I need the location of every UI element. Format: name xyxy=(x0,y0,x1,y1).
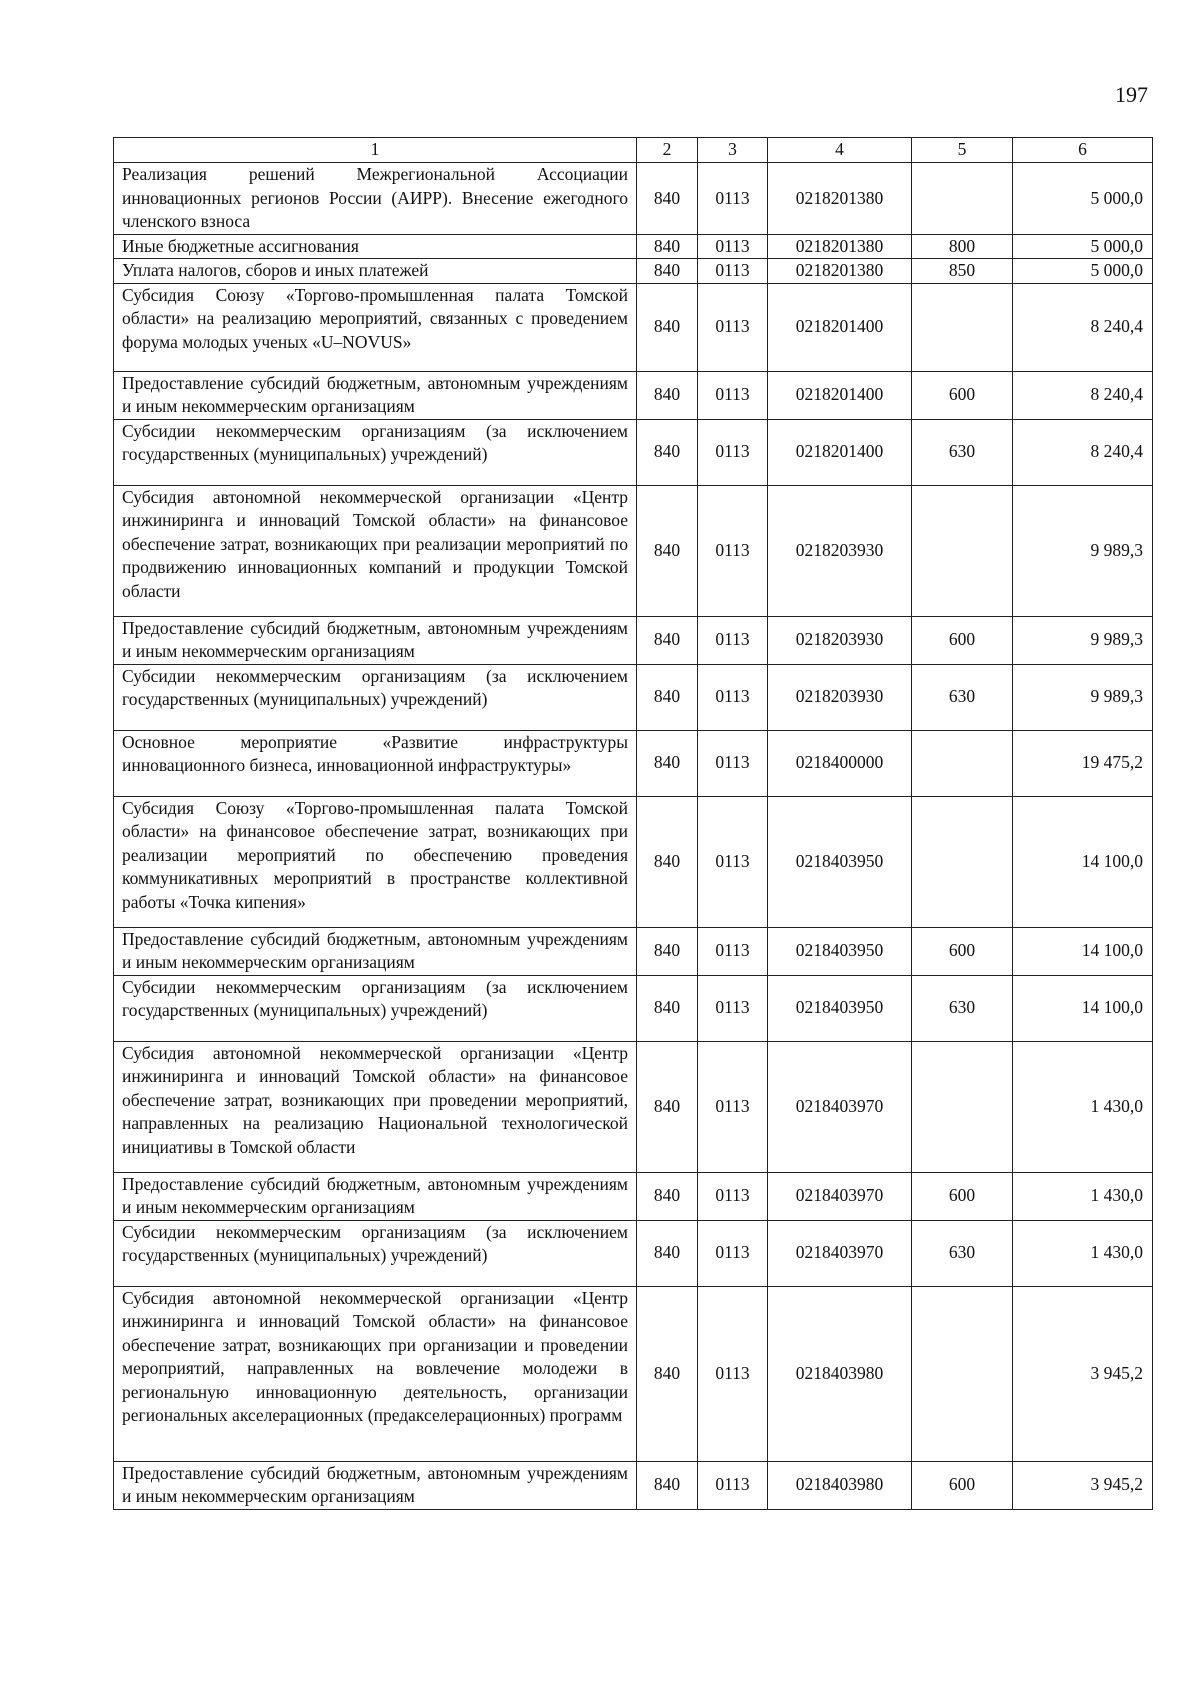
header-col-5: 5 xyxy=(912,138,1013,163)
row-grbs: 840 xyxy=(637,796,698,927)
row-target-article: 0218403980 xyxy=(768,1286,912,1461)
table-row xyxy=(114,616,1153,664)
row-expense-type xyxy=(912,1286,1013,1461)
row-grbs: 840 xyxy=(637,975,698,1041)
page-number: 197 xyxy=(1115,82,1148,107)
row-target-article: 0218201380 xyxy=(768,259,912,284)
table-row xyxy=(114,1041,1153,1172)
row-amount: 9 989,3 xyxy=(1013,485,1153,616)
header-col-4: 4 xyxy=(768,138,912,163)
row-grbs: 840 xyxy=(637,234,698,259)
budget-table xyxy=(113,137,1153,1510)
row-grbs: 840 xyxy=(637,283,698,371)
table-row xyxy=(114,796,1153,927)
row-amount: 19 475,2 xyxy=(1013,730,1153,796)
row-expense-type xyxy=(912,730,1013,796)
row-expense-type xyxy=(912,283,1013,371)
header-col-1: 1 xyxy=(114,138,637,163)
row-amount: 9 989,3 xyxy=(1013,616,1153,664)
row-target-article: 0218403950 xyxy=(768,796,912,927)
row-target-article: 0218403950 xyxy=(768,927,912,975)
row-grbs: 840 xyxy=(637,485,698,616)
row-grbs: 840 xyxy=(637,259,698,284)
row-amount: 1 430,0 xyxy=(1013,1041,1153,1172)
row-expense-type: 800 xyxy=(912,234,1013,259)
row-grbs: 840 xyxy=(637,1286,698,1461)
row-name: Предоставление субсидий бюджетным, автономным учреждениям и иным некоммерческим организациям xyxy=(114,1461,637,1509)
row-name: Субсидия Союзу «Торгово-промышленная палата Томской области» на финансовое обеспечение затрат, возникающих при реализации мероприятий по обеспечению проведения коммуникативных мероприятий в пространстве коллективной работы «Точка кипения» xyxy=(114,796,637,927)
row-expense-type xyxy=(912,1041,1013,1172)
row-name: Субсидия автономной некоммерческой организации «Центр инжиниринга и инноваций Томской области» на финансовое обеспечение затрат, возникающих при организации и проведении мероприятий, направленных на вовлечение молодежи в региональную инновационную деятельность, организации региональных акселерационных (предакселерационных) программ xyxy=(114,1286,637,1461)
row-target-article: 0218403970 xyxy=(768,1041,912,1172)
table-row xyxy=(114,259,1153,284)
row-grbs: 840 xyxy=(637,419,698,485)
table-row xyxy=(114,927,1153,975)
row-section: 0113 xyxy=(698,234,768,259)
row-target-article: 0218403970 xyxy=(768,1220,912,1286)
table-row xyxy=(114,163,1153,235)
row-section: 0113 xyxy=(698,1220,768,1286)
table-row xyxy=(114,371,1153,419)
row-expense-type xyxy=(912,163,1013,235)
table-row xyxy=(114,1286,1153,1461)
row-amount: 9 989,3 xyxy=(1013,664,1153,730)
table-row xyxy=(114,1461,1153,1509)
row-name: Субсидии некоммерческим организациям (за исключением государственных (муниципальных) учреждений) xyxy=(114,419,637,485)
row-amount: 14 100,0 xyxy=(1013,975,1153,1041)
row-target-article: 0218403980 xyxy=(768,1461,912,1509)
table-row xyxy=(114,485,1153,616)
row-expense-type: 850 xyxy=(912,259,1013,284)
row-target-article: 0218201380 xyxy=(768,234,912,259)
row-target-article: 0218403950 xyxy=(768,975,912,1041)
row-grbs: 840 xyxy=(637,730,698,796)
row-grbs: 840 xyxy=(637,1220,698,1286)
header-col-2: 2 xyxy=(637,138,698,163)
row-name: Субсидия автономной некоммерческой организации «Центр инжиниринга и инноваций Томской области» на финансовое обеспечение затрат, возникающих при проведении мероприятий, направленных на реализацию Национальной технологической инициативы в Томской области xyxy=(114,1041,637,1172)
row-name: Субсидии некоммерческим организациям (за исключением государственных (муниципальных) учреждений) xyxy=(114,1220,637,1286)
row-target-article: 0218400000 xyxy=(768,730,912,796)
row-section: 0113 xyxy=(698,1461,768,1509)
row-grbs: 840 xyxy=(637,616,698,664)
row-grbs: 840 xyxy=(637,1461,698,1509)
row-expense-type xyxy=(912,796,1013,927)
row-target-article: 0218201400 xyxy=(768,283,912,371)
row-expense-type xyxy=(912,485,1013,616)
row-name: Субсидии некоммерческим организациям (за исключением государственных (муниципальных) учреждений) xyxy=(114,975,637,1041)
row-section: 0113 xyxy=(698,927,768,975)
row-name: Предоставление субсидий бюджетным, автономным учреждениям и иным некоммерческим организациям xyxy=(114,927,637,975)
row-target-article: 0218201400 xyxy=(768,419,912,485)
row-expense-type: 600 xyxy=(912,371,1013,419)
header-col-3: 3 xyxy=(698,138,768,163)
row-amount: 8 240,4 xyxy=(1013,371,1153,419)
row-section: 0113 xyxy=(698,163,768,235)
row-target-article: 0218203930 xyxy=(768,485,912,616)
table-header xyxy=(114,138,1153,163)
row-expense-type: 630 xyxy=(912,1220,1013,1286)
table-row xyxy=(114,419,1153,485)
row-name: Реализация решений Межрегиональной Ассоциации инновационных регионов России (АИРР). Внесение ежегодного членского взноса xyxy=(114,163,637,235)
row-section: 0113 xyxy=(698,259,768,284)
row-section: 0113 xyxy=(698,419,768,485)
row-expense-type: 630 xyxy=(912,664,1013,730)
table-row xyxy=(114,975,1153,1041)
table-row xyxy=(114,730,1153,796)
row-expense-type: 600 xyxy=(912,1461,1013,1509)
row-name: Субсидии некоммерческим организациям (за исключением государственных (муниципальных) учреждений) xyxy=(114,664,637,730)
header-row xyxy=(114,138,1153,163)
row-target-article: 0218201400 xyxy=(768,371,912,419)
table-row xyxy=(114,234,1153,259)
row-amount: 1 430,0 xyxy=(1013,1220,1153,1286)
row-name: Предоставление субсидий бюджетным, автономным учреждениям и иным некоммерческим организациям xyxy=(114,616,637,664)
row-grbs: 840 xyxy=(637,1172,698,1220)
row-amount: 5 000,0 xyxy=(1013,259,1153,284)
row-target-article: 0218203930 xyxy=(768,664,912,730)
row-amount: 14 100,0 xyxy=(1013,796,1153,927)
row-name: Уплата налогов, сборов и иных платежей xyxy=(114,259,637,284)
row-amount: 1 430,0 xyxy=(1013,1172,1153,1220)
row-grbs: 840 xyxy=(637,1041,698,1172)
row-expense-type: 630 xyxy=(912,419,1013,485)
header-col-6: 6 xyxy=(1013,138,1153,163)
row-expense-type: 600 xyxy=(912,616,1013,664)
row-name: Предоставление субсидий бюджетным, автономным учреждениям и иным некоммерческим организациям xyxy=(114,1172,637,1220)
row-amount: 8 240,4 xyxy=(1013,419,1153,485)
row-expense-type: 600 xyxy=(912,927,1013,975)
row-section: 0113 xyxy=(698,371,768,419)
row-section: 0113 xyxy=(698,730,768,796)
row-name: Субсидия Союзу «Торгово-промышленная палата Томской области» на реализацию мероприятий, связанных с проведением форума молодых ученых «U–NOVUS» xyxy=(114,283,637,371)
row-grbs: 840 xyxy=(637,371,698,419)
row-section: 0113 xyxy=(698,1041,768,1172)
row-amount: 3 945,2 xyxy=(1013,1286,1153,1461)
row-grbs: 840 xyxy=(637,163,698,235)
row-expense-type: 600 xyxy=(912,1172,1013,1220)
row-grbs: 840 xyxy=(637,927,698,975)
row-section: 0113 xyxy=(698,485,768,616)
row-section: 0113 xyxy=(698,283,768,371)
row-amount: 8 240,4 xyxy=(1013,283,1153,371)
row-section: 0113 xyxy=(698,664,768,730)
row-name: Иные бюджетные ассигнования xyxy=(114,234,637,259)
row-amount: 5 000,0 xyxy=(1013,163,1153,235)
row-section: 0113 xyxy=(698,1286,768,1461)
row-section: 0113 xyxy=(698,616,768,664)
table-row xyxy=(114,664,1153,730)
row-section: 0113 xyxy=(698,975,768,1041)
row-target-article: 0218403970 xyxy=(768,1172,912,1220)
row-amount: 14 100,0 xyxy=(1013,927,1153,975)
row-name: Предоставление субсидий бюджетным, автономным учреждениям и иным некоммерческим организациям xyxy=(114,371,637,419)
row-section: 0113 xyxy=(698,796,768,927)
table-row xyxy=(114,283,1153,371)
row-name: Субсидия автономной некоммерческой организации «Центр инжиниринга и инноваций Томской области» на финансовое обеспечение затрат, возникающих при реализации мероприятий по продвижению инновационных компаний и продукции Томской области xyxy=(114,485,637,616)
table-body xyxy=(114,163,1153,1510)
table-row xyxy=(114,1172,1153,1220)
row-expense-type: 630 xyxy=(912,975,1013,1041)
table-row xyxy=(114,1220,1153,1286)
row-section: 0113 xyxy=(698,1172,768,1220)
row-grbs: 840 xyxy=(637,664,698,730)
row-amount: 5 000,0 xyxy=(1013,234,1153,259)
row-target-article: 0218201380 xyxy=(768,163,912,235)
row-target-article: 0218203930 xyxy=(768,616,912,664)
row-amount: 3 945,2 xyxy=(1013,1461,1153,1509)
row-name: Основное мероприятие «Развитие инфраструктуры инновационного бизнеса, инновационной инфраструктуры» xyxy=(114,730,637,796)
